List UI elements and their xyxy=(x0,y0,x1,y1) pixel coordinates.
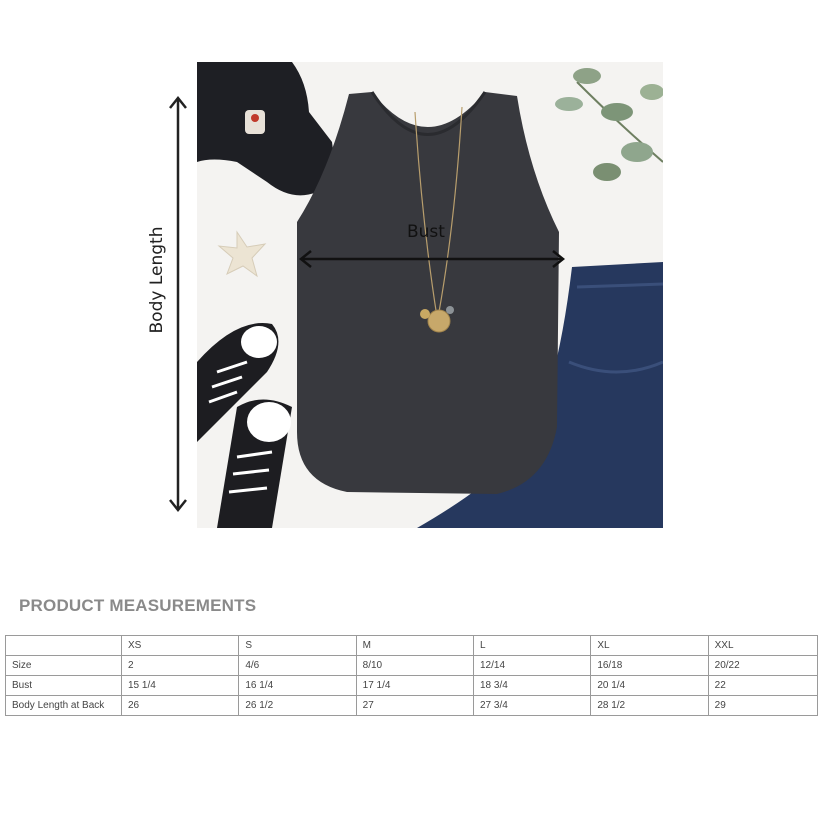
table-cell: 16 1/4 xyxy=(239,676,356,696)
cap-image xyxy=(197,62,333,195)
table-header-cell: M xyxy=(356,636,473,656)
table-cell: 29 xyxy=(708,696,817,716)
row-label: Bust xyxy=(6,676,122,696)
sneakers-image xyxy=(197,323,292,528)
length-arrow-icon xyxy=(168,96,188,512)
body-length-label: Body Length xyxy=(147,226,167,334)
table-cell: 15 1/4 xyxy=(122,676,239,696)
table-row xyxy=(6,696,818,716)
table-header-row xyxy=(6,636,818,656)
measurements-table xyxy=(5,635,818,716)
table-cell: 27 3/4 xyxy=(473,696,590,716)
table-cell: 22 xyxy=(708,676,817,696)
product-photo xyxy=(197,62,663,528)
bust-label: Bust xyxy=(407,222,445,242)
row-label: Size xyxy=(6,656,122,676)
table-row xyxy=(6,656,818,676)
table-cell: 28 1/2 xyxy=(591,696,708,716)
table-cell: 12/14 xyxy=(473,656,590,676)
table-cell: 16/18 xyxy=(591,656,708,676)
table-cell: 18 3/4 xyxy=(473,676,590,696)
starfish-image xyxy=(219,232,265,276)
table-header-cell: S xyxy=(239,636,356,656)
row-label: Body Length at Back xyxy=(6,696,122,716)
table-cell: 4/6 xyxy=(239,656,356,676)
table-cell: 20 1/4 xyxy=(591,676,708,696)
table-cell: 2 xyxy=(122,656,239,676)
table-header-cell: XS xyxy=(122,636,239,656)
table-cell: 27 xyxy=(356,696,473,716)
table-cell: 26 xyxy=(122,696,239,716)
table-cell: 17 1/4 xyxy=(356,676,473,696)
table-header-cell: XL xyxy=(591,636,708,656)
tank-top-image xyxy=(297,92,559,494)
table-cell: 8/10 xyxy=(356,656,473,676)
bust-arrow-icon xyxy=(298,249,566,269)
table-cell: 26 1/2 xyxy=(239,696,356,716)
table-row xyxy=(6,676,818,696)
table-header-cell: L xyxy=(473,636,590,656)
table-header-cell: XXL xyxy=(708,636,817,656)
measurements-title: PRODUCT MEASUREMENTS xyxy=(19,596,257,615)
table-cell: 20/22 xyxy=(708,656,817,676)
plant-image xyxy=(555,68,663,181)
table-header-cell xyxy=(6,636,122,656)
